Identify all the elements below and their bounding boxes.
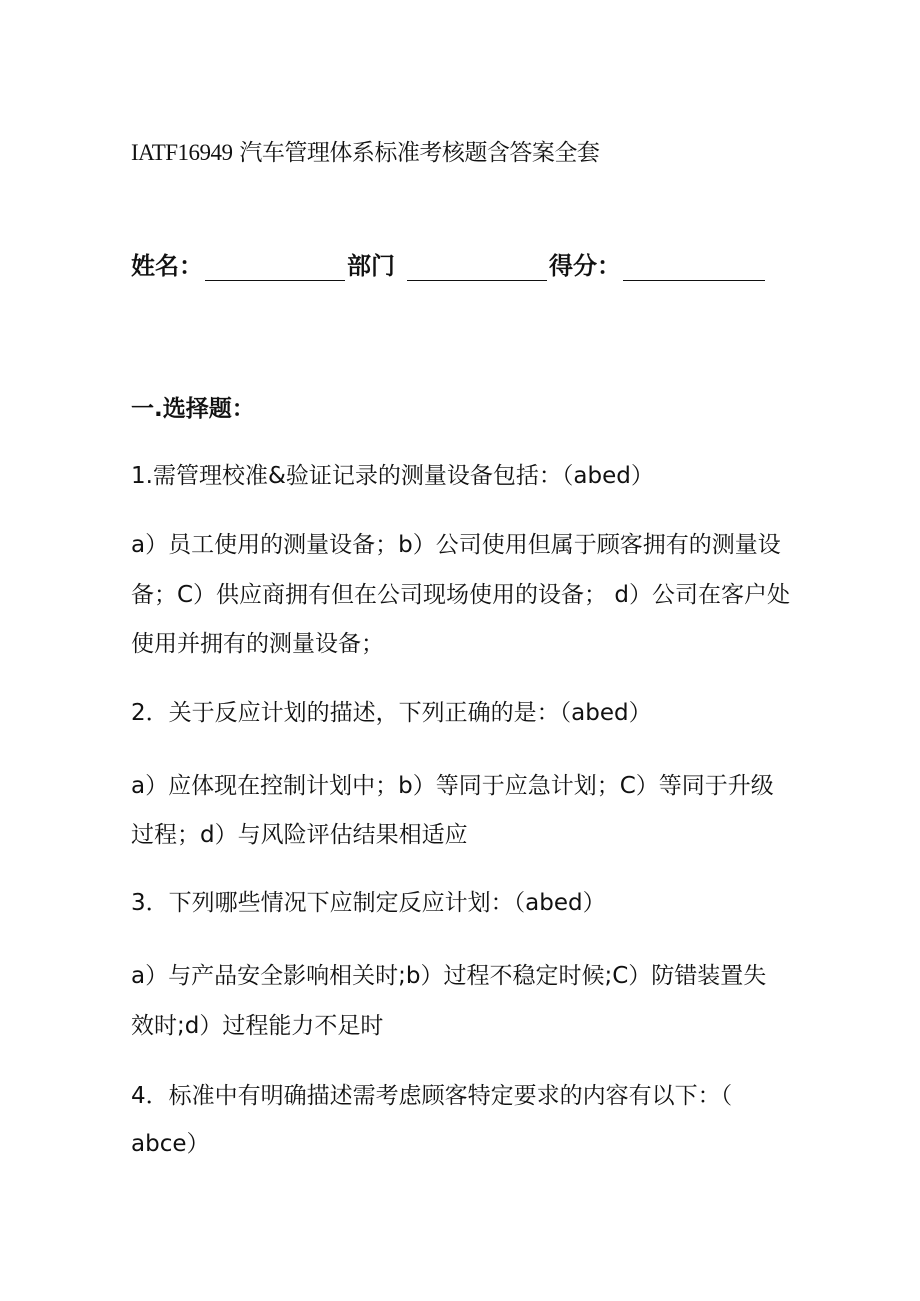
- q3-stem: 3．下列哪些情况下应制定反应计划：（abed）: [131, 890, 606, 916]
- dept-label: 部门: [347, 252, 395, 280]
- section-heading: 一.选择题：: [131, 396, 255, 422]
- q4-stem-line2: abce）: [131, 1131, 210, 1157]
- dept-field[interactable]: [407, 256, 547, 281]
- q1-options-line3: 使用并拥有的测量设备；: [131, 631, 384, 657]
- document-title: [131, 138, 599, 168]
- name-field[interactable]: [205, 256, 345, 281]
- q2-stem: 2．关于反应计划的描述，下列正确的是：（abed）: [131, 700, 652, 726]
- q1-options-line2: 备；C）供应商拥有但在公司现场使用的设备； d）公司在客户处: [131, 582, 790, 608]
- score-label: 得分：: [549, 252, 621, 280]
- q4-stem-line1: 4．标准中有明确描述需考虑顾客特定要求的内容有以下：（: [131, 1083, 733, 1109]
- q1-stem: 1.需管理校准&验证记录的测量设备包括：（abed）: [131, 463, 654, 489]
- score-field[interactable]: [623, 256, 765, 281]
- title-text: 汽车管理体系标准考核题含答案全套: [239, 140, 600, 166]
- title-prefix: IATF16949: [131, 140, 233, 165]
- info-header: [131, 251, 767, 281]
- q2-options-line1: a）应体现在控制计划中；b）等同于应急计划；C）等同于升级: [131, 773, 774, 799]
- q3-options-line2: 效时;d）过程能力不足时: [131, 1013, 384, 1039]
- name-label: 姓名：: [131, 252, 203, 280]
- q3-options-line1: a）与产品安全影响相关时;b）过程不稳定时候;C）防错装置失: [131, 963, 767, 989]
- q1-options-line1: a）员工使用的测量设备；b）公司使用但属于顾客拥有的测量设: [131, 532, 781, 558]
- q2-options-line2: 过程；d）与风险评估结果相适应: [131, 822, 468, 848]
